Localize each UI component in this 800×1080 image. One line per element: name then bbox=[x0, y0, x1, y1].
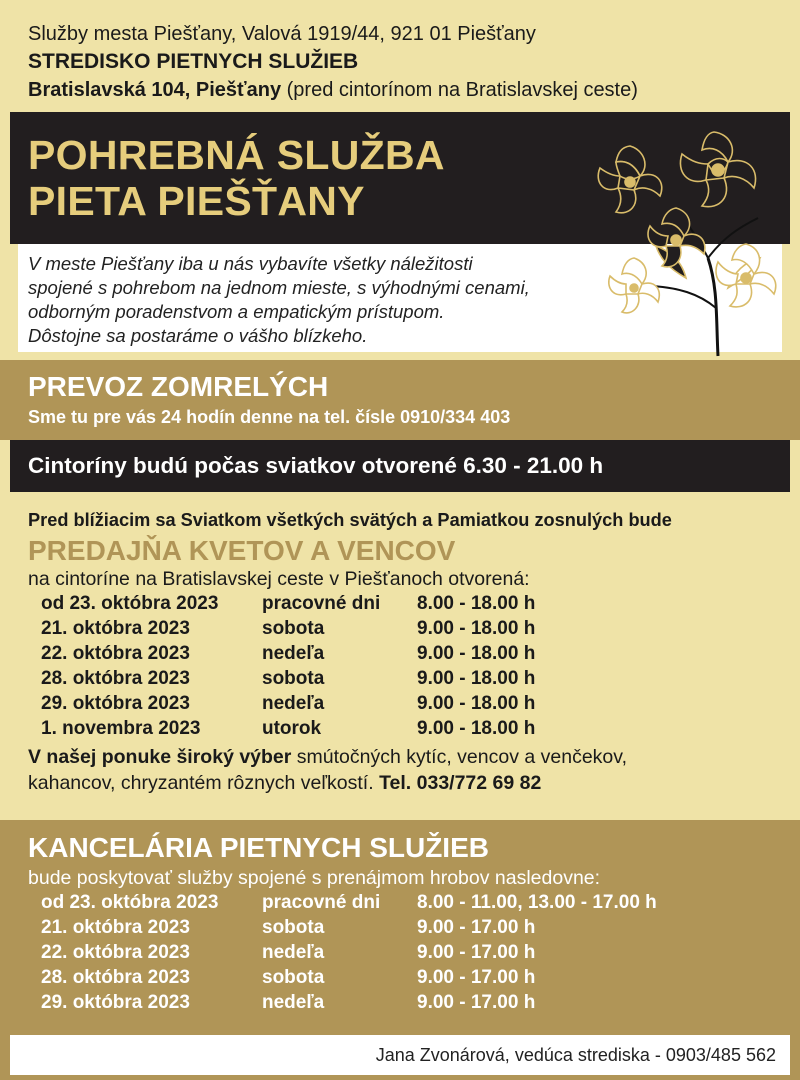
hours-cell: 9.00 - 17.00 h bbox=[417, 967, 536, 988]
date-cell: 28. októbra 2023 bbox=[41, 967, 190, 988]
hours-cell: 8.00 - 18.00 h bbox=[417, 593, 536, 614]
center-address bbox=[28, 76, 800, 104]
day-cell: nedeľa bbox=[262, 992, 325, 1013]
intro-text bbox=[28, 252, 588, 348]
date-cell: od 23. októbra 2023 bbox=[41, 892, 219, 913]
table-row bbox=[41, 915, 788, 940]
day-cell: utorok bbox=[262, 718, 322, 739]
office-subheading: bude poskytovať služby spojené s prenájmom hrobov nasledovne: bbox=[28, 867, 601, 889]
hours-cell: 9.00 - 17.00 h bbox=[417, 992, 536, 1013]
day-cell: pracovné dni bbox=[262, 892, 381, 913]
title-line-2: PIETA PIEŠŤANY bbox=[28, 178, 365, 224]
flower-shop-section bbox=[28, 507, 788, 796]
page-title bbox=[28, 132, 445, 224]
day-cell: sobota bbox=[262, 917, 325, 938]
hours-cell: 9.00 - 18.00 h bbox=[417, 618, 536, 639]
hours-cell: 9.00 - 17.00 h bbox=[417, 917, 536, 938]
offer-text: smútočných kytíc, vencov a venčekov, bbox=[291, 746, 627, 768]
offer-bold: V našej ponuke široký výber bbox=[28, 746, 292, 768]
date-cell: 29. októbra 2023 bbox=[41, 992, 190, 1013]
day-cell: pracovné dni bbox=[262, 593, 381, 614]
date-cell: 29. októbra 2023 bbox=[41, 693, 190, 714]
table-row bbox=[41, 691, 788, 716]
date-cell: 1. novembra 2023 bbox=[41, 718, 201, 739]
table-row bbox=[41, 940, 788, 965]
transport-heading: PREVOZ ZOMRELÝCH bbox=[28, 371, 329, 402]
hours-cell: 8.00 - 11.00, 13.00 - 17.00 h bbox=[417, 892, 657, 913]
intro-line: spojené s pohrebom na jednom mieste, s výhodnými cenami, bbox=[28, 277, 530, 298]
date-cell: 21. októbra 2023 bbox=[41, 618, 190, 639]
date-cell: od 23. októbra 2023 bbox=[41, 593, 219, 614]
date-cell: 22. októbra 2023 bbox=[41, 643, 190, 664]
offer-text-2: kahancov, chryzantém rôznych veľkostí. bbox=[28, 772, 380, 794]
office-hours-table bbox=[41, 890, 788, 1015]
table-row bbox=[41, 890, 788, 915]
table-row bbox=[41, 990, 788, 1015]
table-row bbox=[41, 716, 788, 741]
shop-phone: Tel. 033/772 69 82 bbox=[379, 772, 542, 794]
table-row bbox=[41, 965, 788, 990]
table-row bbox=[41, 591, 788, 616]
day-cell: nedeľa bbox=[262, 643, 325, 664]
table-row bbox=[41, 666, 788, 691]
office-heading: KANCELÁRIA PIETNYCH SLUŽIEB bbox=[28, 832, 489, 863]
transport-phone-text: Sme tu pre vás 24 hodín denne na tel. čísle 0910/334 403 bbox=[28, 407, 511, 427]
date-cell: 21. októbra 2023 bbox=[41, 917, 190, 938]
hours-cell: 9.00 - 18.00 h bbox=[417, 693, 536, 714]
table-row bbox=[41, 616, 788, 641]
date-cell: 28. októbra 2023 bbox=[41, 668, 190, 689]
shop-offer-note bbox=[28, 744, 788, 796]
day-cell: sobota bbox=[262, 618, 325, 639]
hours-cell: 9.00 - 18.00 h bbox=[417, 643, 536, 664]
day-cell: nedeľa bbox=[262, 942, 325, 963]
day-cell: sobota bbox=[262, 967, 325, 988]
intro-line: V meste Piešťany iba u nás vybavíte všetky náležitosti bbox=[28, 253, 473, 274]
center-name: STREDISKO PIETNYCH SLUŽIEB bbox=[28, 50, 359, 73]
shop-lead: Pred blížiacim sa Sviatkom všetkých svätých a Pamiatkou zosnulých bude bbox=[28, 510, 672, 530]
organization-address: Služby mesta Piešťany, Valová 1919/44, 921 01 Piešťany bbox=[28, 23, 536, 45]
flower-illustration-icon bbox=[568, 118, 790, 358]
header bbox=[0, 0, 800, 112]
date-cell: 22. októbra 2023 bbox=[41, 942, 190, 963]
center-street: Bratislavská 104, Piešťany bbox=[28, 79, 282, 101]
title-line-1: POHREBNÁ SLUŽBA bbox=[28, 132, 445, 178]
intro-line: Dôstojne sa postaráme o vášho blízkeho. bbox=[28, 325, 368, 346]
cemetery-hours-text: Cintoríny budú počas sviatkov otvorené 6.30 - 21.00 h bbox=[28, 453, 604, 478]
hours-cell: 9.00 - 17.00 h bbox=[417, 942, 536, 963]
shop-heading: PREDAJŇA KVETOV A VENCOV bbox=[28, 535, 456, 566]
day-cell: sobota bbox=[262, 668, 325, 689]
intro-line: odborným poradenstvom a empatickým prístupom. bbox=[28, 301, 445, 322]
office-section bbox=[28, 829, 788, 1015]
center-location-note: (pred cintorínom na Bratislavskej ceste) bbox=[281, 79, 638, 101]
footer-contact: Jana Zvonárová, vedúca strediska - 0903/485 562 bbox=[10, 1035, 790, 1075]
hours-cell: 9.00 - 18.00 h bbox=[417, 668, 536, 689]
shop-subheading: na cintoríne na Bratislavskej ceste v Piešťanoch otvorená: bbox=[28, 568, 530, 590]
day-cell: nedeľa bbox=[262, 693, 325, 714]
table-row bbox=[41, 641, 788, 666]
shop-hours-table bbox=[41, 591, 788, 741]
hours-cell: 9.00 - 18.00 h bbox=[417, 718, 536, 739]
